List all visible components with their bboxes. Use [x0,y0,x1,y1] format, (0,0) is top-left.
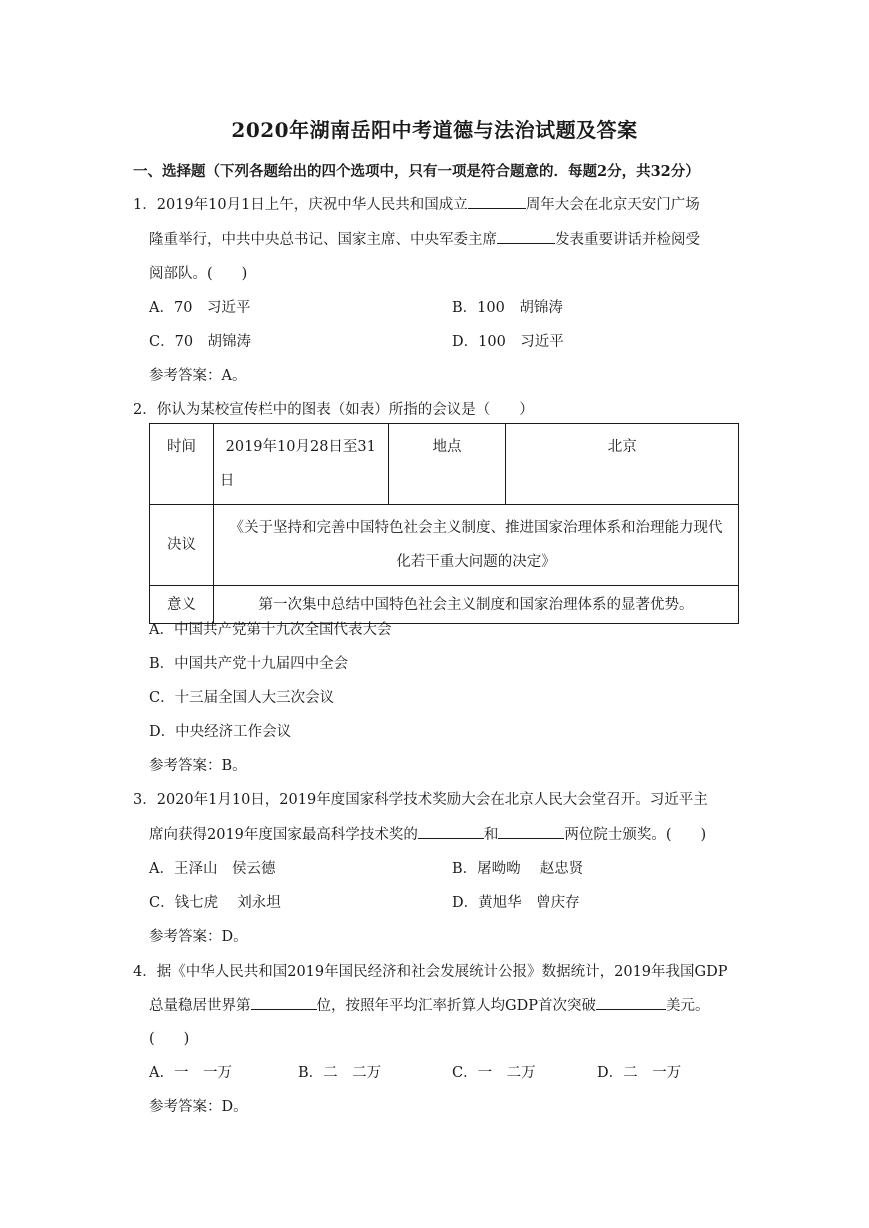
q1-answer: 参考答案：A。 [149,368,247,384]
table-cell-resolution-value [213,505,738,586]
document-title: 2020年湖南岳阳中考道德与法治试题及答案 [231,118,638,142]
time-value-line1: 2019年10月28日至31 [225,439,376,455]
q1-text-2b: 发表重要讲话并检阅受 [555,232,700,248]
table-cell-place-label: 地点 [388,424,506,505]
q3-option-a: A．王泽山 侯云德 [149,861,276,877]
q2-option-a: A．中国共产党第十九次全国代表大会 [149,622,392,638]
q4-answer: 参考答案：D。 [149,1099,248,1115]
q2-option-d: D．中央经济工作会议 [149,724,292,740]
q1-option-d: D．100 习近平 [452,334,564,350]
q4-line2 [149,994,709,1015]
q2-option-c: C．十三届全国人大三次会议 [149,690,335,706]
q1-option-c: C．70 胡锦涛 [149,334,252,350]
q1-text-1a: 1．2019年10月1日上午，庆祝中华人民共和国成立 [133,197,468,213]
resolution-line2: 化若干重大问题的决定》 [396,554,556,570]
resolution-line1: 《关于坚持和完善中国特色社会主义制度、推进国家治理体系和治理能力现代 [229,520,723,536]
q3-option-c: C．钱七虎 刘永坦 [149,895,281,911]
q1-text-1b: 周年大会在北京天安门广场 [525,197,700,213]
q2-meeting-table [149,423,739,624]
q4-option-c: C．一 二万 [452,1065,536,1081]
q3-line1: 3．2020年1月10日，2019年度国家科学技术奖励大会在北京人民大会堂召开。习近平主 [133,792,708,808]
table-cell-resolution-label: 决议 [150,505,214,586]
q4-text-2b: 位，按照年平均汇率折算人均GDP首次突破 [316,998,596,1014]
q2-option-b: B．中国共产党十九届四中全会 [149,656,349,672]
table-row [150,424,739,505]
q1-line2 [149,228,700,249]
q1-blank-2 [497,229,555,244]
q1-option-a: A．70 习近平 [149,300,251,316]
q3-text-2b: 和 [483,827,499,843]
q1-text-2a: 隆重举行，中共中央总书记、国家主席、中央军委主席 [149,232,497,248]
table-cell-significance-label: 意义 [150,586,214,624]
table-cell-significance-value: 第一次集中总结中国特色社会主义制度和国家治理体系的显著优势。 [213,586,738,624]
q3-blank-1 [418,824,484,839]
table-cell-time-label: 时间 [150,424,214,505]
q4-blank-1 [251,995,317,1010]
q3-blank-2 [498,824,564,839]
q4-blank-2 [596,995,666,1010]
table-cell-place-value: 北京 [506,424,739,505]
q3-line2 [149,823,706,844]
q3-text-2a: 席向获得2019年度国家最高科学技术奖的 [149,827,418,843]
q1-option-b: B．100 胡锦涛 [452,300,563,316]
q4-text-2c: 美元。 [665,998,710,1014]
table-row [150,505,739,586]
q1-line3: 阅部队。( ) [149,266,248,282]
q3-option-d: D．黄旭华 曾庆存 [452,895,580,911]
q3-answer: 参考答案：D。 [149,929,248,945]
q1-blank-1 [468,194,526,209]
q4-option-b: B．二 二万 [298,1065,382,1081]
q4-text-2a: 总量稳居世界第 [149,998,251,1014]
table-cell-time-value [213,424,388,505]
q4-option-a: A．一 一万 [149,1065,232,1081]
q4-line1: 4．据《中华人民共和国2019年国民经济和社会发展统计公报》数据统计，2019年我国GDP [133,964,728,980]
q4-option-d: D．二 一万 [597,1065,682,1081]
section-heading: 一、选择题（下列各题给出的四个选项中，只有一项是符合题意的．每题2分，共32分） [133,163,700,180]
time-value-line2: 日 [219,473,235,489]
q1-line1 [133,193,700,214]
q4-line3: ( ) [149,1031,190,1047]
q2-stem: 2．你认为某校宣传栏中的图表（如表）所指的会议是（ ） [133,402,534,418]
q2-answer: 参考答案：B。 [149,758,247,774]
q3-option-b: B．屠呦呦 赵忠贤 [452,861,584,877]
q3-text-2c: 两位院士颁奖。( ) [564,827,707,843]
